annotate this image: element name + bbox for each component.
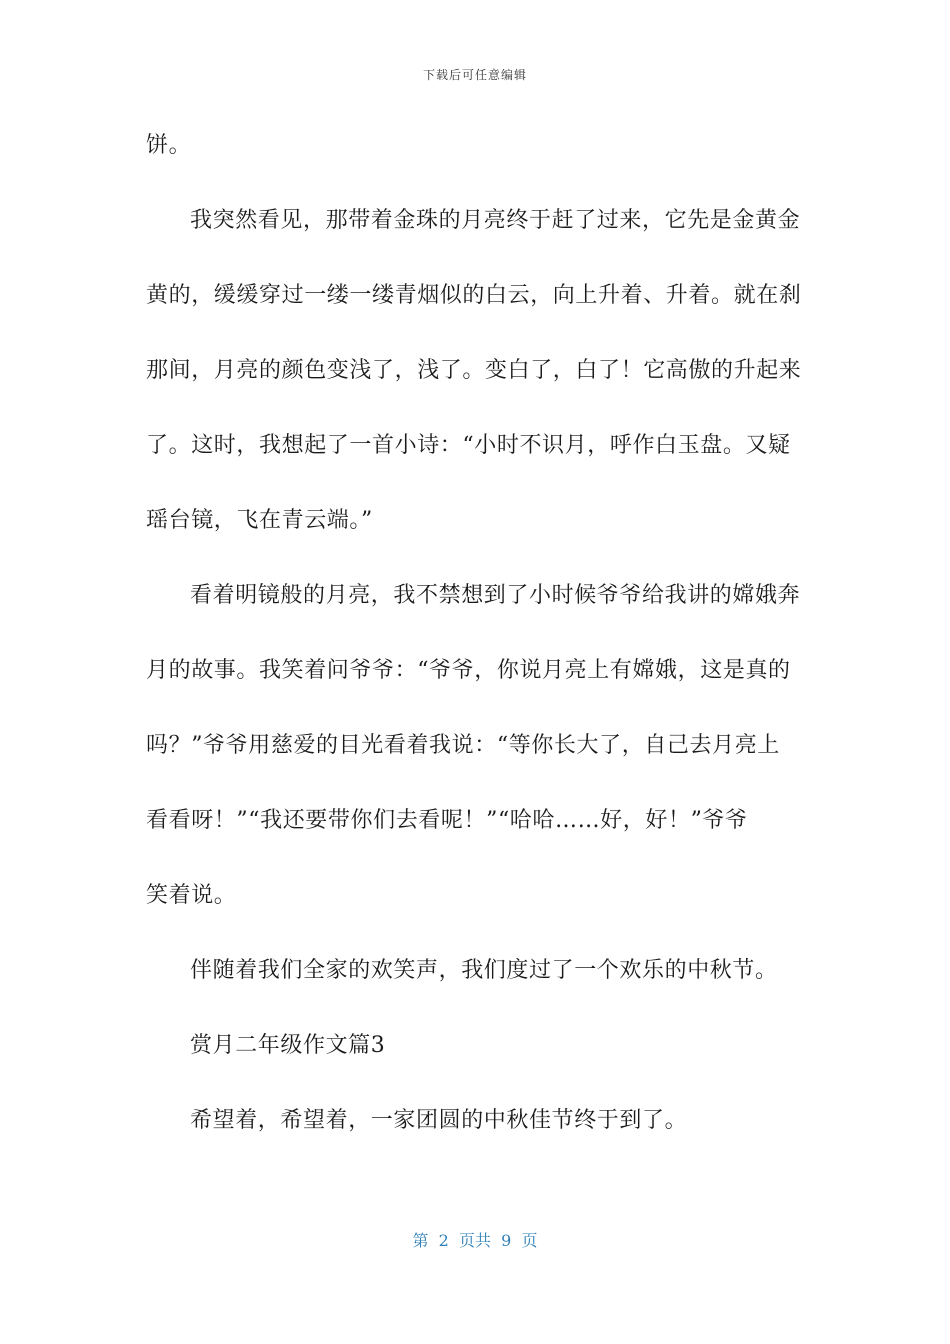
text-line: 那间，月亮的颜色变浅了，浅了。变白了，白了！它高傲的升起来 — [146, 358, 802, 383]
text-line: 瑶台镜，飞在青云端。” — [146, 508, 373, 533]
text-line: 饼。 — [146, 133, 192, 158]
section-heading: 赏月二年级作文篇3 — [190, 1033, 386, 1058]
paragraph-start-line: 我突然看见，那带着金珠的月亮终于赶了过来，它先是金黄金 — [190, 208, 801, 233]
text-line: 笑着说。 — [146, 883, 237, 908]
header-note: 下载后可任意编辑 — [422, 68, 527, 82]
paragraph-start-line: 伴随着我们全家的欢笑声，我们度过了一个欢乐的中秋节。 — [190, 958, 778, 983]
document-body — [146, 128, 806, 1178]
paragraph-start-line: 希望着，希望着，一家团圆的中秋佳节终于到了。 — [190, 1108, 688, 1133]
paragraph-start-line: 看着明镜般的月亮，我不禁想到了小时候爷爷给我讲的嫦娥奔 — [190, 583, 801, 608]
text-line: 黄的，缓缓穿过一缕一缕青烟似的白云，向上升着、升着。就在刹 — [146, 283, 802, 308]
text-line: 吗？”爷爷用慈爱的目光看着我说：“等你长大了，自己去月亮上 — [146, 733, 780, 758]
page-number-footer: 第 2 页共 9 页 — [412, 1231, 538, 1250]
text-line: 看看呀！”“我还要带你们去看呢！”“哈哈……好，好！”爷爷 — [146, 808, 748, 833]
text-line: 月的故事。我笑着问爷爷：“爷爷，你说月亮上有嫦娥，这是真的 — [146, 658, 791, 683]
text-line: 了。这时，我想起了一首小诗：“小时不识月，呼作白玉盘。又疑 — [146, 433, 791, 458]
